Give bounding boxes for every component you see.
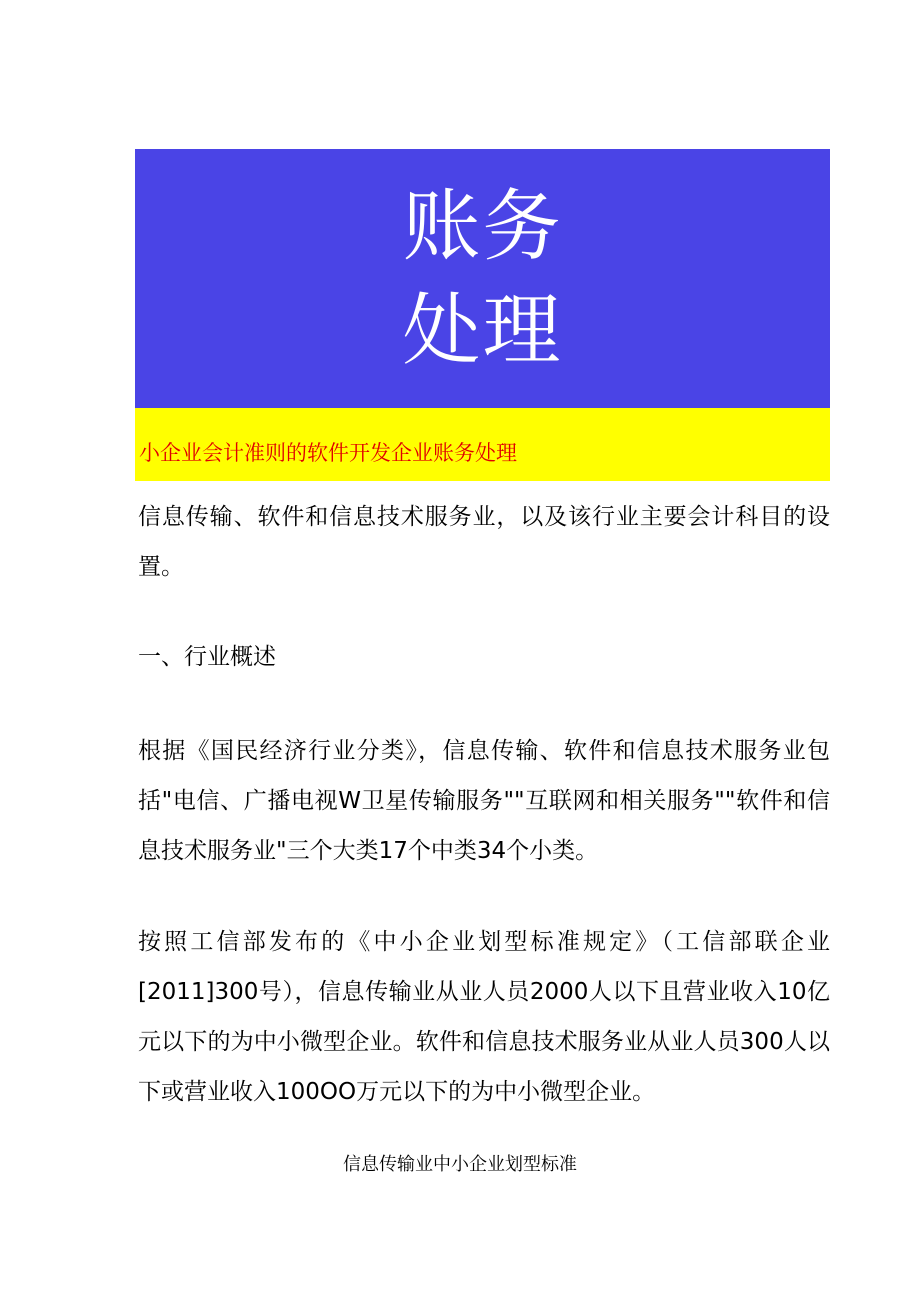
- section-heading: 一、行业概述: [138, 644, 276, 670]
- title-banner: [135, 408, 830, 481]
- intro-paragraph: 信息传输、软件和信息技术服务业，以及该行业主要会计科目的设置。: [138, 504, 830, 580]
- cover-title-line-1: 账务: [402, 181, 563, 272]
- cover-block: [135, 149, 830, 408]
- table-caption: 信息传输业中小企业划型标准: [343, 1154, 577, 1175]
- industry-overview-paragraph: 根据《国民经济行业分类》，信息传输、软件和信息技术服务业包括"电信、广播电视W卫星传输服务""互联网和相关服务""软件和信息技术服务业"三个大类17个中类34个小类。: [138, 738, 830, 864]
- cover-title-line-2: 处理: [402, 285, 563, 376]
- classification-standard-paragraph: 按照工信部发布的《中小企业划型标准规定》（工信部联企业[2011]300号），信息传输业从业人员2000人以下且营业收入10亿元以下的为中小微型企业。软件和信息技术服务业从业人员300人以下或营业收入100OO万元以下的为中小微型企业。: [138, 929, 830, 1105]
- document-title: 小企业会计准则的软件开发企业账务处理: [139, 441, 517, 465]
